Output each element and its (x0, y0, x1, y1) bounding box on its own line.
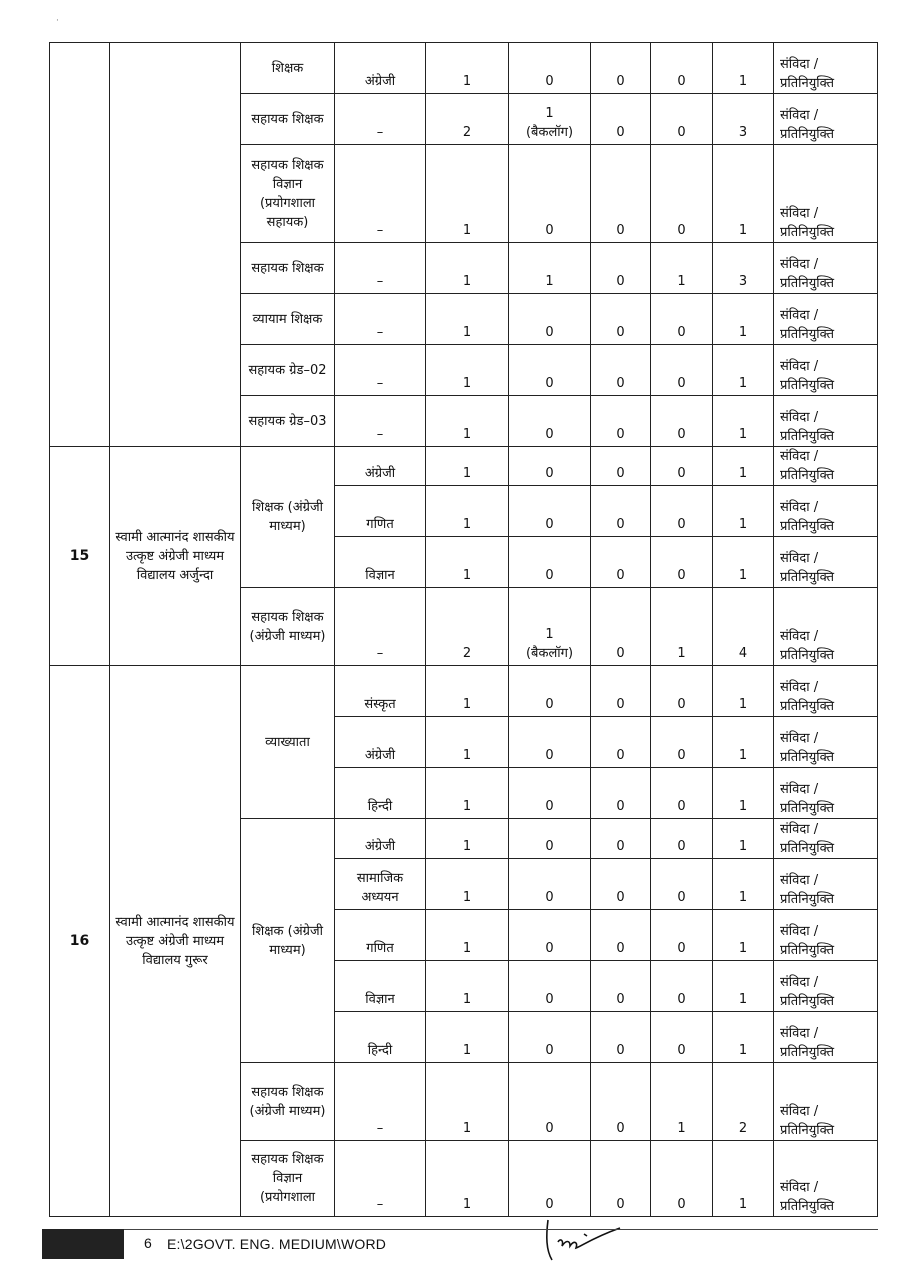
remark-cell: संविदा / प्रतिनियुक्ति (774, 294, 878, 345)
count-cell: 1 (426, 666, 509, 717)
count-cell: 0 (651, 717, 713, 768)
post-cell: सहायक ग्रेड–02 (241, 345, 335, 396)
post-cell: सहायक शिक्षक विज्ञान (प्रयोगशाला सहायक) (241, 145, 335, 243)
table-body (50, 43, 878, 1217)
count-cell: 1 (713, 768, 774, 819)
count-cell (509, 588, 591, 666)
subject-cell: गणित (335, 486, 426, 537)
count-cell: 0 (591, 666, 651, 717)
count-cell: 1 (713, 1141, 774, 1217)
remark-cell: संविदा / प्रतिनियुक्ति (774, 666, 878, 717)
subject-cell: संस्कृत (335, 666, 426, 717)
count-cell: 0 (509, 819, 591, 859)
count-cell: 0 (591, 961, 651, 1012)
remark-cell: संविदा / प्रतिनियुक्ति (774, 43, 878, 94)
count-cell: 1 (426, 243, 509, 294)
count-cell: 0 (651, 537, 713, 588)
post-cell: शिक्षक (अंग्रेजी माध्यम) (241, 447, 335, 588)
count-cell: 0 (651, 43, 713, 94)
post-cell: सहायक शिक्षक (241, 243, 335, 294)
count-cell: 1 (713, 447, 774, 486)
remark-cell: संविदा / प्रतिनियुक्ति (774, 396, 878, 447)
count-value: 1 (545, 106, 554, 121)
count-cell: 1 (713, 43, 774, 94)
subject-cell: – (335, 145, 426, 243)
subject-cell: अंग्रेजी (335, 819, 426, 859)
count-cell: 1 (713, 819, 774, 859)
count-cell: 1 (426, 717, 509, 768)
count-cell: 1 (509, 243, 591, 294)
count-cell: 0 (509, 961, 591, 1012)
subject-cell: – (335, 94, 426, 145)
count-cell: 1 (713, 486, 774, 537)
vacancy-table (49, 42, 878, 1217)
count-cell: 1 (426, 1141, 509, 1217)
count-cell: 0 (651, 145, 713, 243)
count-cell: 0 (509, 294, 591, 345)
count-cell: 0 (509, 1141, 591, 1217)
count-cell: 1 (426, 486, 509, 537)
subject-cell: अंग्रेजी (335, 447, 426, 486)
count-cell: 1 (426, 1063, 509, 1141)
count-cell: 0 (591, 1063, 651, 1141)
count-cell: 0 (591, 396, 651, 447)
subject-cell: अंग्रेजी (335, 43, 426, 94)
subject-cell: गणित (335, 910, 426, 961)
post-cell: शिक्षक (अंग्रेजी माध्यम) (241, 819, 335, 1063)
serial-number: 15 (50, 447, 110, 666)
serial-number: 16 (50, 666, 110, 1217)
subject-cell: विज्ञान (335, 537, 426, 588)
post-cell: शिक्षक (241, 43, 335, 94)
count-cell: 1 (426, 43, 509, 94)
post-cell: सहायक शिक्षक (अंग्रेजी माध्यम) (241, 1063, 335, 1141)
count-cell: 1 (713, 859, 774, 910)
subject-cell: सामाजिक अध्ययन (335, 859, 426, 910)
count-cell: 1 (713, 666, 774, 717)
margin-mark: · (56, 16, 59, 26)
count-cell: 1 (426, 396, 509, 447)
post-cell: सहायक ग्रेड–03 (241, 396, 335, 447)
remark-cell: संविदा / प्रतिनियुक्ति (774, 1012, 878, 1063)
count-cell: 0 (591, 486, 651, 537)
subject-cell: विज्ञान (335, 961, 426, 1012)
count-cell: 0 (509, 345, 591, 396)
remark-cell: संविदा / प्रतिनियुक्ति (774, 345, 878, 396)
count-cell: 0 (591, 717, 651, 768)
school-cell (110, 43, 241, 447)
count-value: 1 (545, 627, 554, 642)
count-cell: 0 (651, 910, 713, 961)
count-cell: 1 (713, 145, 774, 243)
subject-cell: – (335, 243, 426, 294)
backlog-note: (बैकलॉग) (525, 125, 574, 140)
file-path: E:\2GOVT. ENG. MEDIUM\WORD (167, 1236, 387, 1252)
subject-cell: अंग्रेजी (335, 717, 426, 768)
footer-rule (42, 1229, 878, 1230)
serial-cell (50, 43, 110, 447)
remark-cell: संविदा / प्रतिनियुक्ति (774, 819, 878, 859)
count-cell: 1 (426, 447, 509, 486)
count-cell: 0 (591, 145, 651, 243)
remark-cell: संविदा / प्रतिनियुक्ति (774, 961, 878, 1012)
post-cell: सहायक शिक्षक (अंग्रेजी माध्यम) (241, 588, 335, 666)
count-cell: 2 (426, 94, 509, 145)
count-cell: 0 (651, 345, 713, 396)
count-cell: 0 (651, 768, 713, 819)
count-cell: 1 (426, 345, 509, 396)
count-cell: 0 (651, 294, 713, 345)
count-cell: 0 (591, 1141, 651, 1217)
count-cell: 2 (713, 1063, 774, 1141)
count-cell: 1 (713, 345, 774, 396)
count-cell: 0 (509, 859, 591, 910)
count-cell: 0 (509, 910, 591, 961)
count-cell: 1 (713, 961, 774, 1012)
count-cell: 0 (591, 94, 651, 145)
footer-bar (42, 1229, 124, 1259)
count-cell (509, 94, 591, 145)
count-cell: 0 (509, 1012, 591, 1063)
count-cell: 1 (713, 396, 774, 447)
subject-cell: – (335, 396, 426, 447)
count-cell: 1 (426, 819, 509, 859)
remark-cell: संविदा / प्रतिनियुक्ति (774, 717, 878, 768)
count-cell: 1 (426, 961, 509, 1012)
post-cell: व्यायाम शिक्षक (241, 294, 335, 345)
count-cell: 0 (651, 447, 713, 486)
count-cell: 0 (651, 819, 713, 859)
count-cell: 0 (509, 43, 591, 94)
count-cell: 0 (591, 910, 651, 961)
count-cell: 1 (426, 768, 509, 819)
count-cell: 0 (591, 345, 651, 396)
subject-cell: – (335, 1063, 426, 1141)
count-cell: 0 (591, 243, 651, 294)
remark-cell: संविदा / प्रतिनियुक्ति (774, 243, 878, 294)
count-cell: 0 (591, 43, 651, 94)
count-cell: 0 (591, 447, 651, 486)
count-cell: 0 (509, 486, 591, 537)
post-cell: सहायक शिक्षक विज्ञान (प्रयोगशाला (241, 1141, 335, 1217)
count-cell: 0 (591, 294, 651, 345)
count-cell: 0 (591, 859, 651, 910)
count-cell: 0 (591, 588, 651, 666)
count-cell: 0 (651, 396, 713, 447)
count-cell: 1 (426, 859, 509, 910)
count-cell: 1 (713, 717, 774, 768)
count-cell: 4 (713, 588, 774, 666)
count-cell: 1 (426, 537, 509, 588)
count-cell: 0 (509, 666, 591, 717)
count-cell: 0 (651, 1141, 713, 1217)
table-row (50, 447, 878, 486)
backlog-note: (बैकलॉग) (525, 646, 574, 661)
post-cell: व्याख्याता (241, 666, 335, 819)
subject-cell: हिन्दी (335, 1012, 426, 1063)
subject-cell: – (335, 294, 426, 345)
count-cell: 0 (591, 1012, 651, 1063)
count-cell: 0 (509, 717, 591, 768)
count-cell: 1 (713, 294, 774, 345)
count-cell: 0 (509, 537, 591, 588)
count-cell: 0 (591, 768, 651, 819)
count-cell: 1 (713, 1012, 774, 1063)
school-name: स्वामी आत्मानंद शासकीय उत्कृष्ट अंग्रेजी माध्यम विद्यालय गुरूर (110, 666, 241, 1217)
count-cell: 1 (426, 910, 509, 961)
page-number: 6 (144, 1235, 152, 1251)
count-cell: 0 (651, 486, 713, 537)
table-row (50, 43, 878, 94)
count-cell: 1 (713, 910, 774, 961)
remark-cell: संविदा / प्रतिनियुक्ति (774, 447, 878, 486)
count-cell: 0 (651, 961, 713, 1012)
count-cell: 0 (651, 859, 713, 910)
remark-cell: संविदा / प्रतिनियुक्ति (774, 910, 878, 961)
table-row (50, 666, 878, 717)
subject-cell: – (335, 588, 426, 666)
remark-cell: संविदा / प्रतिनियुक्ति (774, 859, 878, 910)
remark-cell: संविदा / प्रतिनियुक्ति (774, 94, 878, 145)
count-cell: 1 (426, 145, 509, 243)
post-cell: सहायक शिक्षक (241, 94, 335, 145)
count-cell: 1 (651, 1063, 713, 1141)
subject-cell: – (335, 1141, 426, 1217)
subject-cell: – (335, 345, 426, 396)
count-cell: 0 (591, 537, 651, 588)
count-cell: 0 (509, 1063, 591, 1141)
count-cell: 3 (713, 94, 774, 145)
count-cell: 0 (591, 819, 651, 859)
remark-cell: संविदा / प्रतिनियुक्ति (774, 145, 878, 243)
count-cell: 0 (651, 1012, 713, 1063)
count-cell: 0 (651, 94, 713, 145)
count-cell: 1 (713, 537, 774, 588)
count-cell: 0 (509, 768, 591, 819)
remark-cell: संविदा / प्रतिनियुक्ति (774, 1063, 878, 1141)
page-footer (42, 1229, 878, 1259)
count-cell: 2 (426, 588, 509, 666)
count-cell: 1 (651, 588, 713, 666)
remark-cell: संविदा / प्रतिनियुक्ति (774, 588, 878, 666)
count-cell: 1 (426, 294, 509, 345)
count-cell: 0 (509, 396, 591, 447)
count-cell: 1 (651, 243, 713, 294)
count-cell: 0 (509, 447, 591, 486)
remark-cell: संविदा / प्रतिनियुक्ति (774, 537, 878, 588)
remark-cell: संविदा / प्रतिनियुक्ति (774, 486, 878, 537)
subject-cell: हिन्दी (335, 768, 426, 819)
count-cell: 0 (651, 666, 713, 717)
count-cell: 0 (509, 145, 591, 243)
count-cell: 3 (713, 243, 774, 294)
remark-cell: संविदा / प्रतिनियुक्ति (774, 768, 878, 819)
remark-cell: संविदा / प्रतिनियुक्ति (774, 1141, 878, 1217)
school-name: स्वामी आत्मानंद शासकीय उत्कृष्ट अंग्रेजी माध्यम विद्यालय अर्जुन्दा (110, 447, 241, 666)
count-cell: 1 (426, 1012, 509, 1063)
